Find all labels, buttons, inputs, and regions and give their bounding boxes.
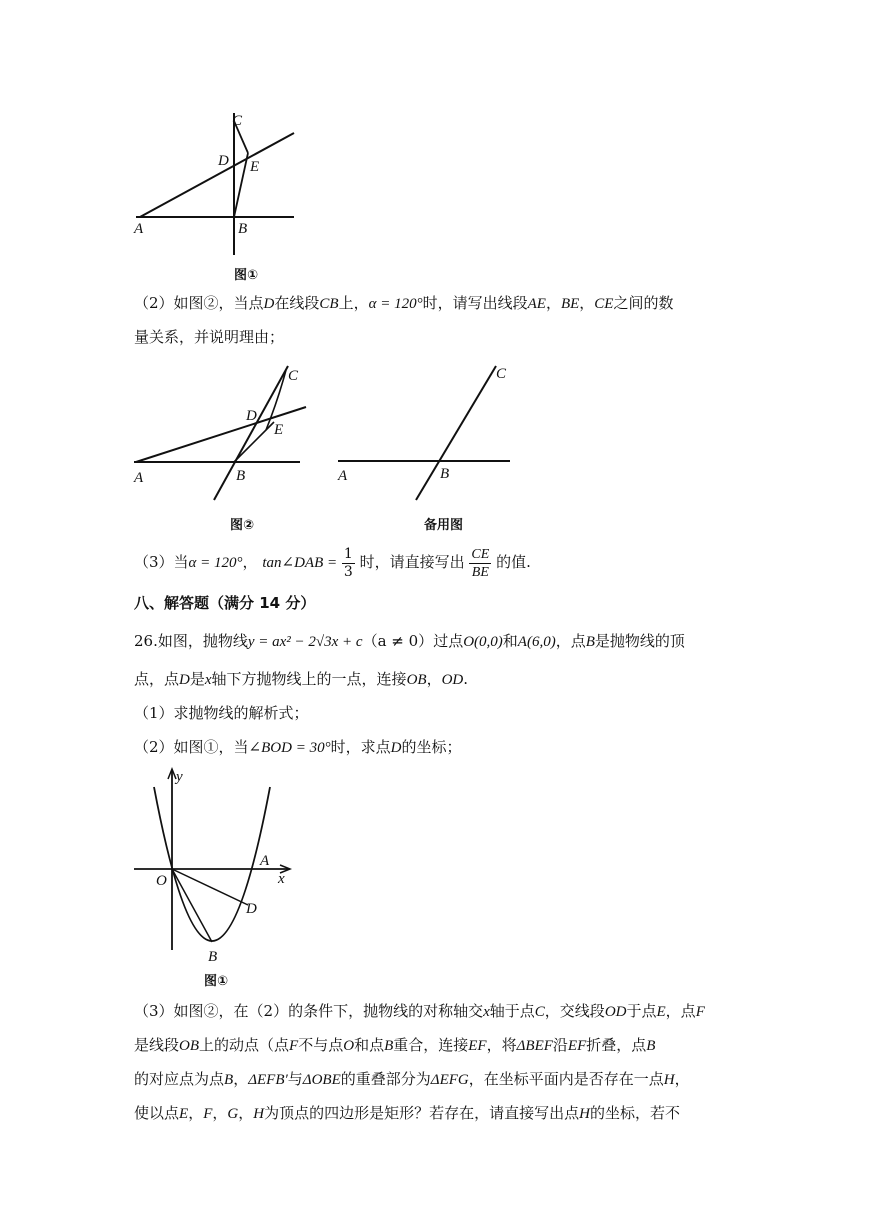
figure-parabola <box>128 765 298 965</box>
label-x: x <box>278 871 285 887</box>
label-c: C <box>496 366 507 382</box>
label-y: y <box>176 769 183 785</box>
q26-part3-line3: 的对应点为点B，ΔEFB′与ΔOBE的重叠部分为ΔEFG，在坐标平面内是否存在一点H， <box>134 1070 690 1088</box>
line-ad <box>140 133 294 217</box>
label-b: B <box>238 221 248 237</box>
figure-2-caption: 图② <box>230 518 255 533</box>
label-a: A <box>134 470 144 486</box>
label-d: D <box>218 153 229 169</box>
label-b: B <box>440 466 450 482</box>
q25-part2-line1: （2）如图②，当点D在线段CB上，α = 120°时，请写出线段AE，BE，CE之间的数 <box>134 294 674 312</box>
label-d: D <box>246 408 257 424</box>
q26-part1: （1）求抛物线的解析式； <box>134 704 309 722</box>
figure-1-caption: 图① <box>234 268 259 283</box>
line-cb <box>416 366 496 500</box>
q26-part3-line1: （3）如图②，在（2）的条件下，抛物线的对称轴交x轴于点C，交线段OD于点E，点F <box>134 1002 705 1020</box>
q25-part3: （3）当α = 120°， tan∠DAB = $\frac{1}{3}$ 时，请直接写出 $\frac{CE}{BE}$ 的值. <box>134 545 531 580</box>
q25-part2-line2: 量关系，并说明理由； <box>134 328 285 346</box>
figure-spare <box>330 360 520 505</box>
label-a: A <box>338 468 348 484</box>
label-d: D <box>246 901 257 917</box>
q26-part3-line4: 使以点E，F，G，H为顶点的四边形是矩形？若存在，请直接写出点H的坐标，若不 <box>134 1104 680 1122</box>
q26-line1: 26.如图，抛物线y = ax² − 2√3x + c（a ≠ 0）过点O(0,0)和A(6,0)，点B是抛物线的顶 <box>134 632 685 650</box>
figure-2 <box>128 360 313 505</box>
label-c: C <box>288 368 299 384</box>
label-e: E <box>274 422 284 438</box>
q26-line2: 点，点D是x轴下方抛物线上的一点，连接OB，OD. <box>134 670 469 688</box>
label-b: B <box>208 949 218 965</box>
figure-spare-caption: 备用图 <box>424 518 464 533</box>
segment-od <box>172 869 248 905</box>
segment-ob <box>172 869 212 942</box>
label-c: C <box>232 113 243 129</box>
q26-part3-line2: 是线段OB上的动点（点F不与点O和点B重合，连接EF，将ΔBEF沿EF折叠，点B <box>134 1036 656 1054</box>
label-a: A <box>134 221 144 237</box>
q26-part2: （2）如图①，当∠BOD = 30°时，求点D的坐标； <box>134 738 462 756</box>
label-a: A <box>260 853 270 869</box>
figure-parabola-caption: 图① <box>204 974 229 989</box>
label-b: B <box>236 468 246 484</box>
label-o: O <box>156 873 167 889</box>
section-heading: 八、解答题（满分 14 分） <box>134 594 316 612</box>
fraction-ce-be: $\frac{CE}{BE}$ <box>471 546 490 580</box>
fraction-one-third: $\frac{1}{3}$ <box>343 545 353 580</box>
figure-1 <box>128 105 303 265</box>
label-e: E <box>250 159 260 175</box>
